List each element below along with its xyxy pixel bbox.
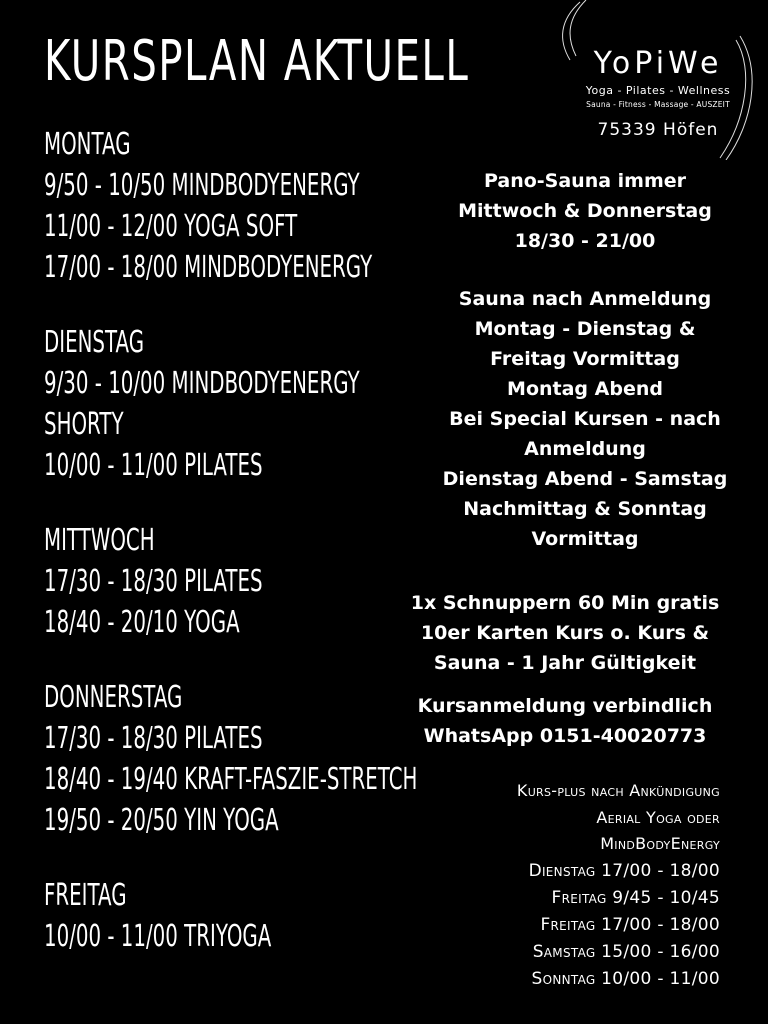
kurs-plus-time: Dienstag 17/00 - 18/00 (528, 860, 720, 881)
logo-name: YoPiWe (593, 46, 723, 81)
kurs-plus-heading: MindBodyEnergy (600, 834, 720, 853)
info-line: 10er Karten Kurs o. Kurs & (420, 622, 710, 644)
info-line: Sauna - 1 Jahr Gültigkeit (433, 652, 697, 674)
class-entry: 17/30 - 18/30 PILATES (44, 721, 263, 756)
offers-info (380, 588, 750, 678)
info-line: Kursanmeldung verbindlich (417, 695, 713, 717)
logo-tagline: Yoga - Pilates - Wellness (585, 84, 731, 97)
day-heading: DONNERSTAG (44, 680, 183, 715)
kurs-plus-time: Freitag 9/45 - 10/45 (551, 887, 720, 908)
kurs-plus-info (400, 778, 720, 993)
class-entry: 19/50 - 20/50 YIN YOGA (44, 803, 279, 838)
info-line: 18/30 - 21/00 (514, 230, 656, 252)
kurs-plus-heading: Kurs-plus nach Ankündigung (516, 781, 720, 800)
info-line: Sauna nach Anmeldung (458, 288, 712, 310)
day-heading: MONTAG (44, 127, 131, 162)
class-entry: 18/40 - 19/40 KRAFT-FASZIE-STRETCH (44, 762, 418, 797)
info-line: Montag Abend (507, 378, 663, 400)
registration-info (380, 691, 750, 751)
class-entry: 17/00 - 18/00 MINDBODYENERGY (44, 250, 373, 285)
kurs-plus-time: Samstag 15/00 - 16/00 (532, 941, 720, 962)
day-heading: DIENSTAG (44, 325, 145, 360)
class-entry: 9/30 - 10/00 MINDBODYENERGY (44, 366, 360, 401)
page-title: KURSPLAN AKTUELL (44, 29, 470, 94)
pano-sauna-info (400, 166, 768, 256)
logo-town: 75339 Höfen (597, 120, 719, 140)
class-entry: SHORTY (44, 407, 124, 442)
kurs-plus-times (400, 858, 720, 993)
kurs-plus-heading: Aerial Yoga oder (596, 807, 720, 827)
class-entry: 9/50 - 10/50 MINDBODYENERGY (44, 168, 360, 203)
class-entry: 10/00 - 11/00 TRIYOGA (44, 919, 272, 954)
info-line: Dienstag Abend - Samstag (442, 468, 728, 490)
day-heading: MITTWOCH (44, 523, 155, 558)
class-entry: 10/00 - 11/00 PILATES (44, 448, 263, 483)
info-line: Vormittag (531, 528, 639, 550)
info-line: Mittwoch & Donnerstag (458, 200, 712, 222)
kurs-plus-time: Freitag 17/00 - 18/00 (540, 914, 720, 935)
logo-subline: Sauna - Fitness - Massage - AUSZEIT (586, 100, 730, 109)
class-entry: 18/40 - 20/10 YOGA (44, 605, 240, 640)
info-line: Pano-Sauna immer (483, 170, 687, 192)
info-line: Anmeldung (524, 438, 646, 460)
info-line: Montag - Dienstag & (474, 318, 696, 340)
kurs-plus-time: Sonntag 10/00 - 11/00 (531, 968, 720, 989)
class-entry: 11/00 - 12/00 YOGA SOFT (44, 209, 298, 244)
info-line: Nachmittag & Sonntag (463, 498, 707, 520)
info-line: Freitag Vormittag (490, 348, 680, 370)
day-heading: FREITAG (44, 878, 127, 913)
sauna-booking-info (400, 284, 768, 554)
info-line: Bei Special Kursen - nach (449, 408, 721, 430)
whatsapp-contact: WhatsApp 0151-40020773 (423, 725, 707, 747)
class-entry: 17/30 - 18/30 PILATES (44, 564, 263, 599)
info-line: 1x Schnuppern 60 Min gratis (410, 592, 720, 614)
